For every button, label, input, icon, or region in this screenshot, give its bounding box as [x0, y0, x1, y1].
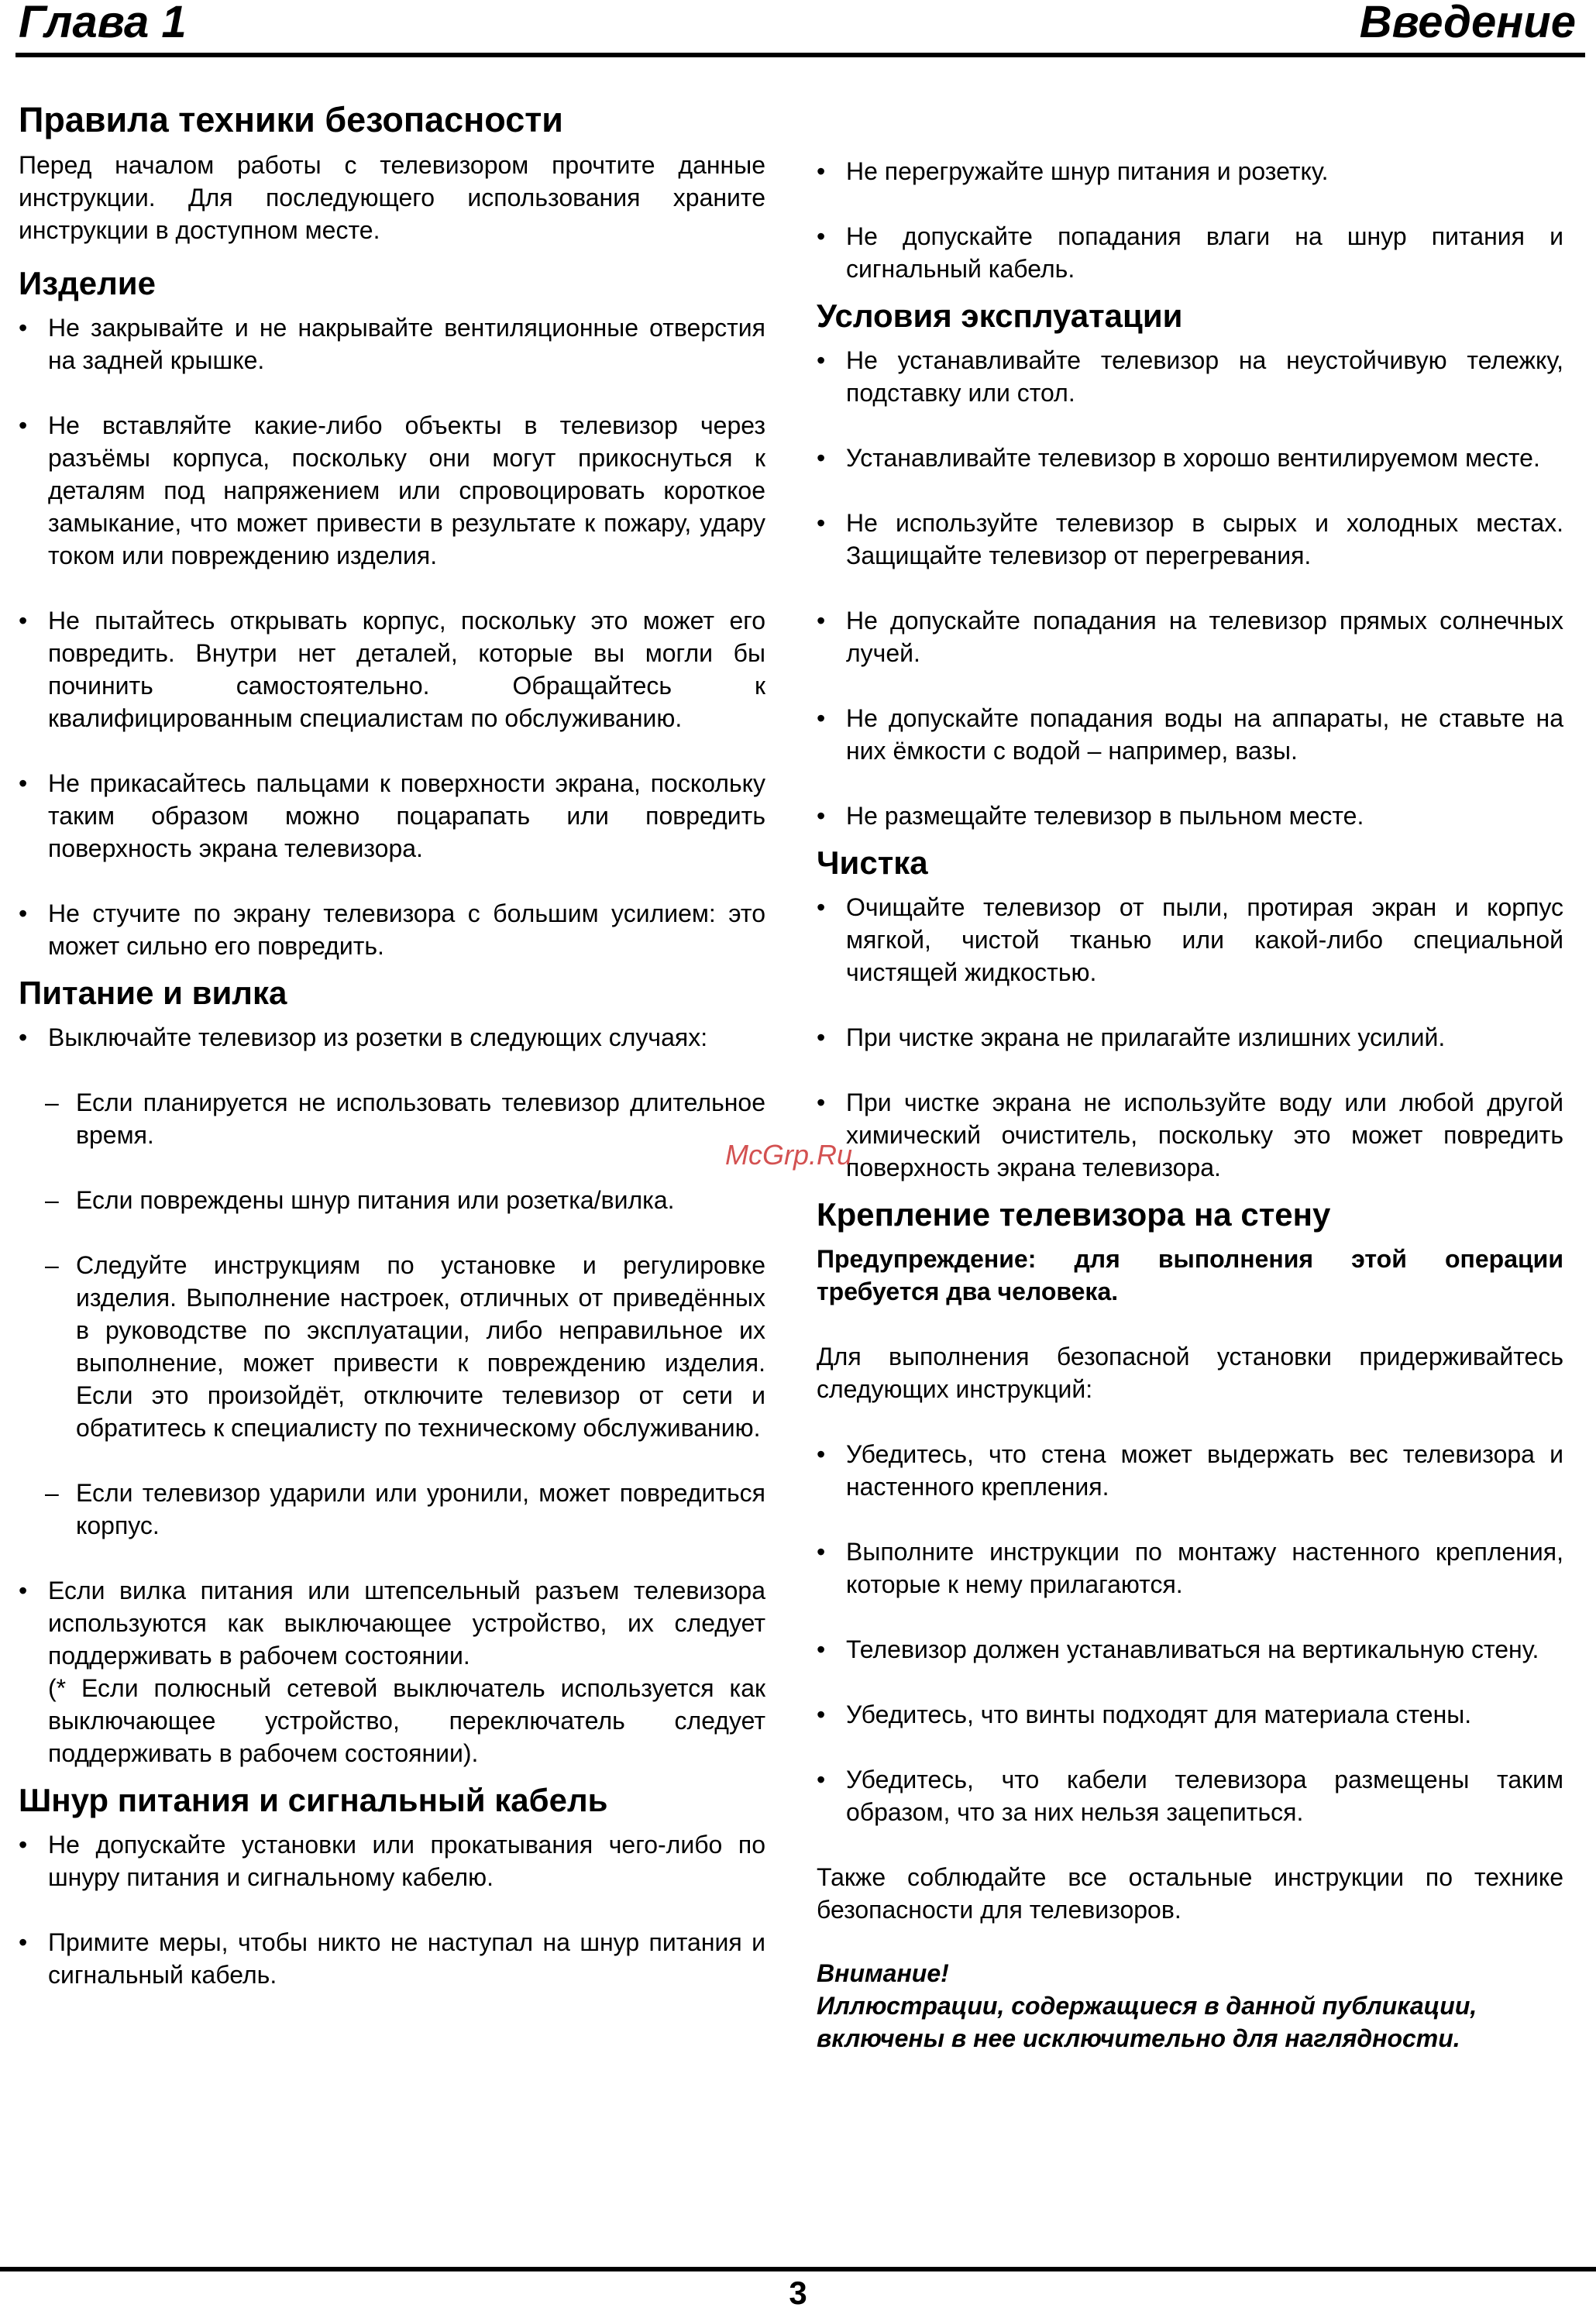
list-item: • Не устанавливайте телевизор на неустойчивую тележку, подставку или стол. — [817, 344, 1563, 409]
list-item: • Убедитесь, что винты подходят для материала стены. — [817, 1698, 1563, 1731]
cleaning-list — [817, 891, 1563, 1184]
list-item: • Не используйте телевизор в сырых и холодных местах. Защищайте телевизор от перегревания. — [817, 507, 1563, 572]
list-item: – Следуйте инструкциям по установке и регулировке изделия. Выполнение настроек, отличных от приведённых в руководстве по эксплуатации, либо неправильное их выполнение, может привести к повреждению изделия. Если это произойдёт, отключите телевизор от сети и обратитесь к специалисту по техническому обслуживанию. — [45, 1249, 765, 1444]
attention-title: Внимание! — [817, 1959, 949, 1987]
list-item: • Не стучите по экрану телевизора с большим усилием: это может сильно его повредить. — [19, 897, 765, 962]
list-item: • Выключайте телевизор из розетки в следующих случаях: — [19, 1021, 765, 1054]
power-sublist — [45, 1086, 765, 1542]
power-list-2 — [19, 1574, 765, 1769]
list-item: • Не допускайте попадания на телевизор прямых солнечных лучей. — [817, 604, 1563, 669]
list-item: • Убедитесь, что кабели телевизора размещены таким образом, что за них нельзя зацепиться. — [817, 1763, 1563, 1828]
cleaning-heading: Чистка — [817, 844, 928, 881]
list-item: • Очищайте телевизор от пыли, протирая экран и корпус мягкой, чистой тканью или какой-либо специальной чистящей жидкостью. — [817, 891, 1563, 989]
list-item: • Не размещайте телевизор в пыльном месте. — [817, 800, 1563, 832]
chapter-label: Глава 1 — [19, 0, 187, 47]
list-item: • Примите меры, чтобы никто не наступал на шнур питания и сигнальный кабель. — [19, 1926, 765, 1991]
safety-title: Правила техники безопасности — [19, 100, 563, 139]
list-item: • Не допускайте попадания воды на аппараты, не ставьте на них ёмкости с водой – например, вазы. — [817, 702, 1563, 767]
list-item: • Убедитесь, что стена может выдержать вес телевизора и настенного крепления. — [817, 1438, 1563, 1503]
page-number: 3 — [789, 2275, 807, 2311]
mount-heading: Крепление телевизора на стену — [817, 1196, 1331, 1233]
operation-list — [817, 344, 1563, 832]
list-item: • Выполните инструкции по монтажу настенного крепления, которые к нему прилагаются. — [817, 1536, 1563, 1601]
mount-list — [817, 1438, 1563, 1828]
power-item-note: (* Если полюсный сетевой выключатель используется как выключающее устройство, переключатель следует поддерживать в рабочем состоянии). — [48, 1674, 765, 1767]
attention-note — [817, 1957, 1563, 2055]
attention-text: Иллюстрации, содержащиеся в данной публикации, включены в нее исключительно для наглядности. — [817, 1992, 1477, 2052]
list-item — [19, 1574, 765, 1769]
list-item: • Не пытайтесь открывать корпус, поскольку это может его повредить. Внутри нет деталей, которые вы могли бы починить самостоятельно. Обращайтесь к квалифицированным специалистам по обслуживанию. — [19, 604, 765, 734]
list-item: • Не прикасайтесь пальцами к поверхности экрана, поскольку таким образом можно поцарапать или повредить поверхность экрана телевизора. — [19, 767, 765, 865]
list-item: • Телевизор должен устанавливаться на вертикальную стену. — [817, 1633, 1563, 1666]
section-label: Введение — [1359, 0, 1576, 47]
cable-list-continued — [817, 155, 1563, 285]
list-item: – Если повреждены шнур питания или розетка/вилка. — [45, 1184, 765, 1216]
power-list — [19, 1021, 765, 1054]
product-list — [19, 311, 765, 962]
list-item: – Если планируется не использовать телевизор длительное время. — [45, 1086, 765, 1151]
left-column — [19, 99, 765, 2024]
mount-warning: Предупреждение: для выполнения этой операции требуется два человека. — [817, 1245, 1563, 1305]
list-item: • Не вставляйте какие-либо объекты в телевизор через разъёмы корпуса, поскольку они могут прикоснуться к деталям под напряжением или спровоцировать короткое замыкание, что может привести в результате к пожару, удару током или повреждению изделия. — [19, 409, 765, 572]
cable-heading: Шнур питания и сигнальный кабель — [19, 1782, 608, 1818]
power-item-text: • Если вилка питания или штепсельный разъем телевизора используются как выключающее устройство, их следует поддерживать в рабочем состоянии. — [48, 1577, 765, 1670]
list-item: • Устанавливайте телевизор в хорошо вентилируемом месте. — [817, 442, 1563, 474]
page-header — [15, 0, 1585, 57]
list-item: • Не перегружайте шнур питания и розетку. — [817, 155, 1563, 187]
list-item: – Если телевизор ударили или уронили, может повредиться корпус. — [45, 1477, 765, 1542]
list-item: • Не закрывайте и не накрывайте вентиляционные отверстия на задней крышке. — [19, 311, 765, 377]
mount-intro: Для выполнения безопасной установки придерживайтесь следующих инструкций: — [817, 1343, 1563, 1403]
watermark-text: McGrp.Ru — [725, 1139, 853, 1171]
intro-paragraph: Перед началом работы с телевизором прочтите данные инструкции. Для последующего использования храните инструкции в доступном месте. — [19, 151, 765, 244]
list-item: • При чистке экрана не используйте воду или любой другой химический очиститель, поскольку это может повредить поверхность экрана телевизора. — [817, 1086, 1563, 1184]
footer-divider — [0, 2267, 1596, 2271]
right-column — [817, 155, 1563, 2055]
list-item: • Не допускайте установки или прокатывания чего-либо по шнуру питания и сигнальному кабелю. — [19, 1828, 765, 1893]
cable-list — [19, 1828, 765, 1991]
list-item: • При чистке экрана не прилагайте излишних усилий. — [817, 1021, 1563, 1054]
operation-heading: Условия эксплуатации — [817, 297, 1183, 334]
product-heading: Изделие — [19, 265, 156, 301]
mount-outro: Также соблюдайте все остальные инструкции по технике безопасности для телевизоров. — [817, 1863, 1563, 1924]
power-heading: Питание и вилка — [19, 975, 287, 1011]
list-item: • Не допускайте попадания влаги на шнур питания и сигнальный кабель. — [817, 220, 1563, 285]
